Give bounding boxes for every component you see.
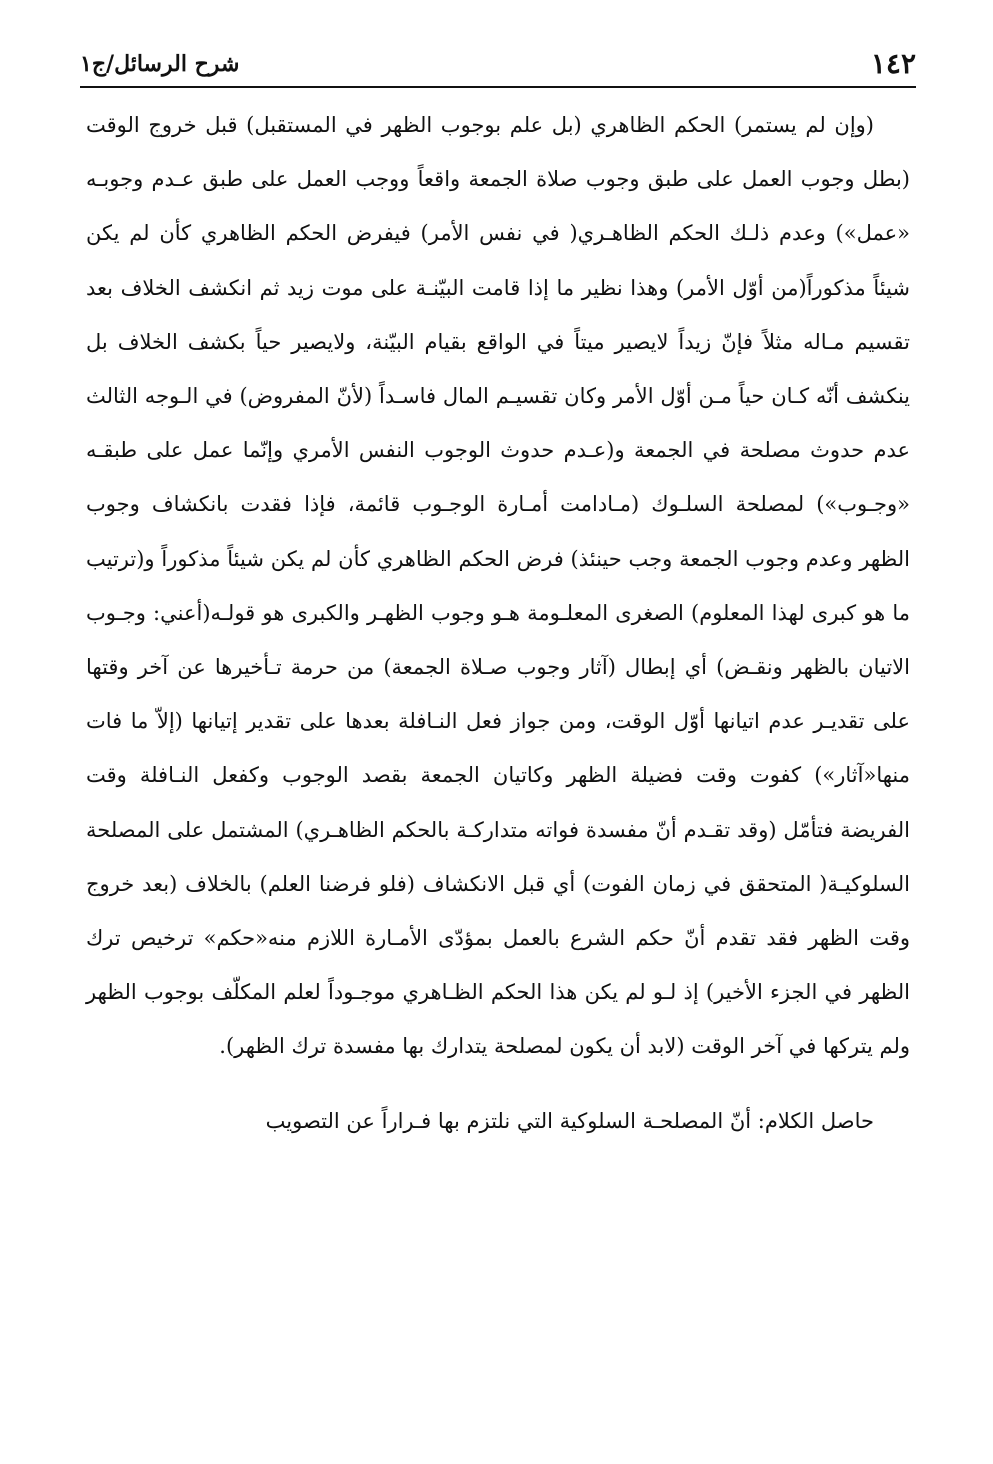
header-rule xyxy=(80,86,916,88)
closing-paragraph: حاصل الكلام: أنّ المصلحـة السلوكية التي نلتزم بها فـراراً عن التصويب xyxy=(265,1108,874,1133)
main-paragraph: (وإن لم يستمر) الحكم الظاهري (بل علم بوجوب الظهر في المستقبل) قبل خروج الوقت (بطل وجوب العمل على طبق وجوب صلاة الجمعة واقعاً ووجب العمل على طبق عـدم وجوبـه «عمل») وعدم ذلـك الحكم الظاهـري( في نفس الأمر) فيفرض الحكم الظاهري كأن لم يكن شيئاً مذكوراً(من أوّل الأمر) وهذا نظير ما إذا قامت البيّنـة على موت زيد ثم انكشف الخلاف بعد تقسيم مـاله مثلاً فإنّ زيداً لايصير ميتاً في الواقع بقيام البيّنة، ولايصير حياً بكشف الخلاف بل ينكشف أنّه كـان حياً مـن أوّل الأمر وكان تقسيـم المال فاسـداً (لأنّ المفروض) في الـوجه الثالث عدم حدوث مصلحة في الجمعة و(عـدم حدوث الوجوب النفس الأمري وإنّما عمل على طبقـه «وجـوب») لمصلحة السلـوك (مـادامت أمـارة الوجـوب قائمة، فإذا فقدت بانكشاف وجوب الظهر وعدم وجوب الجمعة وجب حينئذ) فرض الحكم الظاهري كأن لم يكن شيئاً مذكوراً و(ترتيب ما هو كبرى لهذا المعلوم) الصغرى المعلـومة هـو وجوب الظهـر والكبرى هو قولـه(أعني: وجـوب الاتيان بالظهر ونقـض) أي إبطال (آثار وجوب صـلاة الجمعة) من حرمة تـأخيرها عن آخر وقتها على تقديـر عدم اتيانها أوّل الوقت، ومن جواز فعل النـافلة بعدها على تقدير إتيانها (إلاّ ما فات منها«آثار») كفوت وقت فضيلة الظهر وكاتيان الجمعة بقصد الوجوب وكفعل النـافلة وقت الفريضة فتأمّل (وقد تقـدم أنّ مفسدة فواته متداركـة بالحكم الظاهـري) المشتمل على المصلحة السلوكيـة( المتحقق في زمان الفوت) أي قبل الانكشاف (فلو فرضنا العلم) بالخلاف (بعد خروج وقت الظهر فقد تقدم أنّ حكم الشرع بالعمل بمؤدّى الأمـارة اللازم منه«حكم» ترخيص ترك الظهر في الجزء الأخير) إذ لـو لم يكن هذا الحكم الظـاهري موجـوداً لعلم المكلّف بوجوب الظهر ولم يتركها في آخر الوقت (لابد أن يكون لمصلحة يتدارك بها مفسدة ترك الظهر). xyxy=(86,113,910,1059)
page-number: ١٤٢ xyxy=(870,47,916,80)
page-body xyxy=(86,98,910,1148)
running-title: شرح الرسائل/ج١ xyxy=(80,51,240,77)
page-header xyxy=(80,44,916,84)
